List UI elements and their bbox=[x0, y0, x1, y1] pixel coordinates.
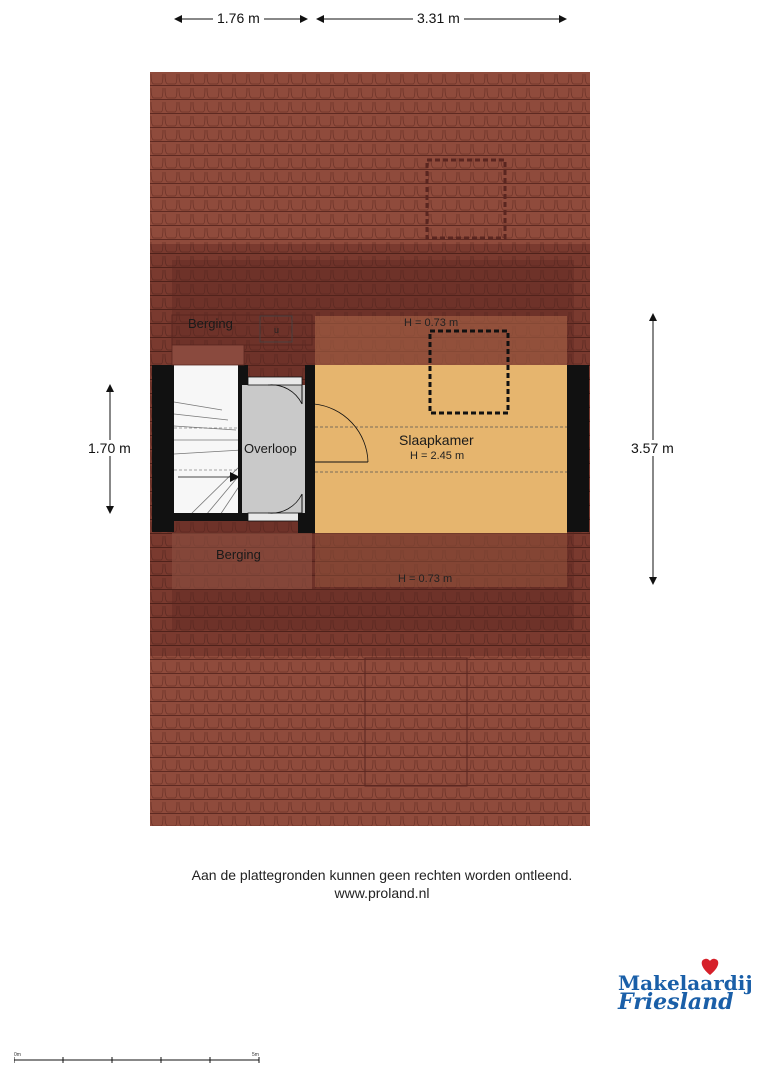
landing-door-bottom bbox=[248, 513, 302, 521]
dimension-top-left: 1.76 m bbox=[213, 10, 264, 26]
wall-bottom-stub bbox=[298, 513, 308, 533]
wall-landing-right bbox=[305, 365, 315, 533]
room-label-overloop: Overloop bbox=[244, 441, 297, 456]
scale-label-end: 5m bbox=[252, 1052, 259, 1058]
logo-line1: Makelaardij bbox=[618, 971, 753, 995]
wall-top-stub bbox=[238, 365, 248, 385]
height-label-bottom: H = 0.73 m bbox=[398, 573, 453, 585]
room-label-slaapkamer: Slaapkamer bbox=[399, 432, 474, 448]
scale-label-start: 0m bbox=[14, 1052, 21, 1058]
height-label-top: H = 0.73 m bbox=[404, 317, 459, 329]
landing-door-top bbox=[248, 377, 302, 385]
bedroom-floor bbox=[315, 365, 567, 533]
dimension-right: 3.57 m bbox=[627, 440, 678, 456]
disclaimer-text: Aan de plattegronden kunnen geen rechten worden ontleend. bbox=[191, 867, 573, 883]
room-label-berging-top: Berging bbox=[188, 316, 233, 331]
svg-text:u: u bbox=[274, 325, 280, 335]
storage-top-stub bbox=[172, 345, 244, 365]
logo-makelaardij-friesland bbox=[614, 955, 753, 1015]
dimension-left: 1.70 m bbox=[84, 440, 135, 456]
scale-bar bbox=[14, 1050, 264, 1064]
wall-under-stair bbox=[174, 513, 248, 521]
wall-right bbox=[567, 365, 589, 532]
floor-plan bbox=[150, 72, 590, 826]
dimension-top-right: 3.31 m bbox=[413, 10, 464, 26]
logo-line2: Friesland bbox=[618, 989, 734, 1015]
wall-left bbox=[152, 365, 174, 532]
room-label-berging-bottom: Berging bbox=[216, 547, 261, 562]
website-link[interactable]: www.proland.nl bbox=[334, 885, 430, 901]
height-label-slaapkamer: H = 2.45 m bbox=[410, 450, 465, 462]
wall-landing-left bbox=[238, 378, 242, 520]
